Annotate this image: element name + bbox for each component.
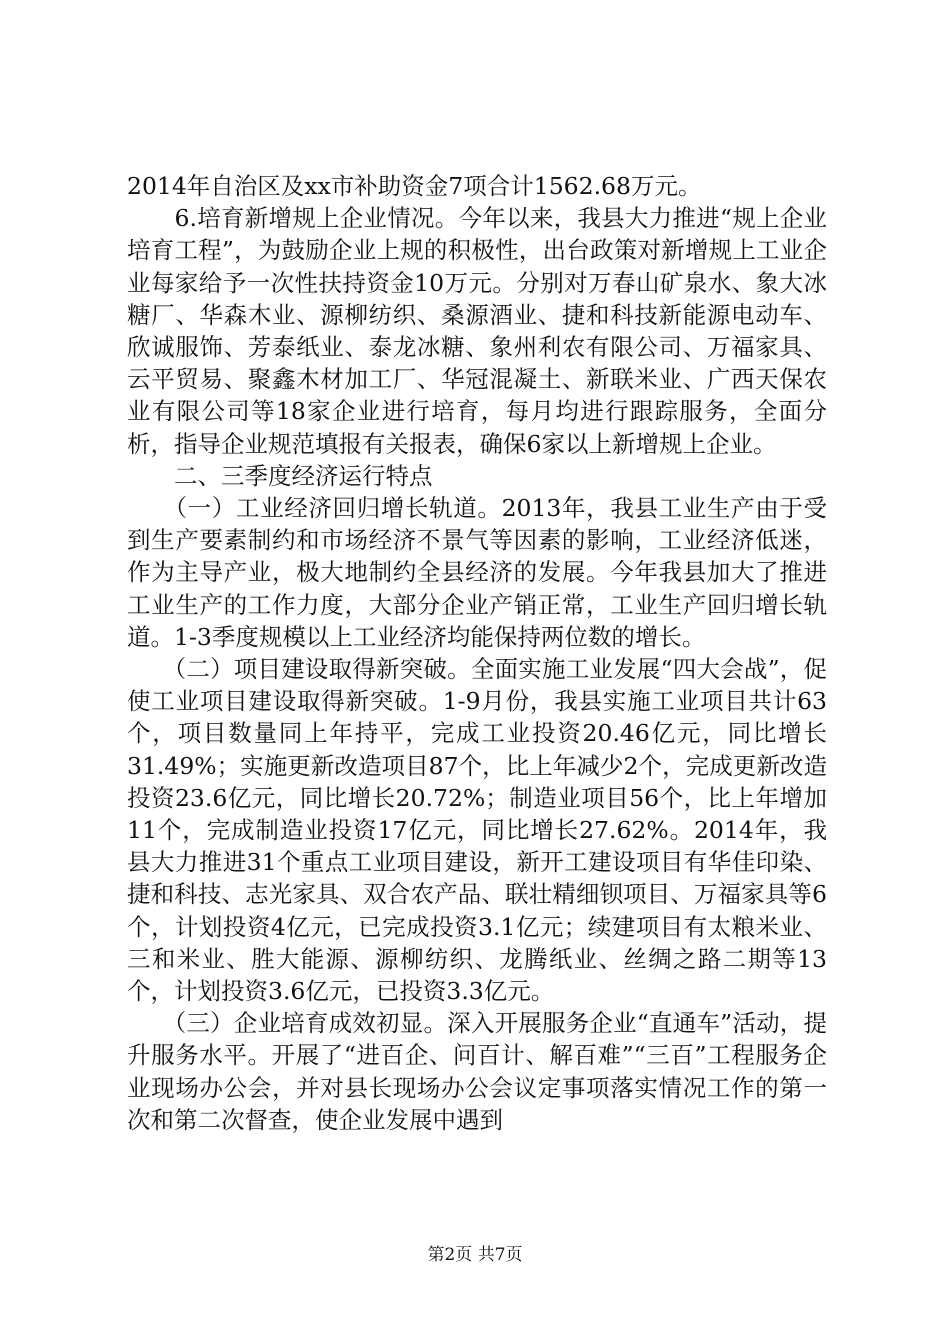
paragraph-project-construction: （二）项目建设取得新突破。全面实施工业发展“四大会战”，促使工业项目建设取得新突破。1-9月份，我县实施工业项目共计63个，项目数量同上年持平，完成工业投资20.46亿元，同比增长31.49%；实施更新改造项目87个，比上年减少2个，完成更新改造投资23.6亿元，同比增长20.72%；制造业项目56个，比上年增加11个，完成制造业投资17亿元，同比增长27.62%。2014年，我县大力推进31个重点工业项目建设，新开工建设项目有华佳印染、捷和科技、志光家具、双合农产品、联壮精细钡项目、万福家具等6个，计划投资4亿元，已完成投资3.1亿元；续建项目有太粮米业、三和米业、胜大能源、源柳纺织、龙腾纸业、丝绸之路二期等13个，计划投资3.6亿元，已投资3.3亿元。	[127, 655, 827, 1006]
paragraph-industrial-growth: （一）工业经济回归增长轨道。2013年，我县工业生产由于受到生产要素制约和市场经济不景气等因素的影响，工业经济低迷，作为主导产业，极大地制约全县经济的发展。今年我县加大了推进工业生产的工作力度，大部分企业产销正常，工业生产回归增长轨道。1-3季度规模以上工业经济均能保持两位数的增长。	[127, 494, 827, 651]
paragraph-new-enterprises: 6.培育新增规上企业情况。今年以来，我县大力推进“规上企业培育工程”，为鼓励企业上规的积极性，出台政策对新增规上工业企业每家给予一次性扶持资金10万元。分别对万春山矿泉水、象大冰糖厂、华森木业、源柳纺织、桑源酒业、捷和科技新能源电动车、欣诚服饰、芳泰纸业、泰龙冰糖、象州利农有限公司、万福家具、云平贸易、聚鑫木材加工厂、华冠混凝土、新联米业、广西天保农业有限公司等18家企业进行培育，每月均进行跟踪服务，全面分析，指导企业规范填报有关报表，确保6家以上新增规上企业。	[127, 204, 827, 458]
page-number: 第2页 共7页	[427, 1245, 523, 1265]
section-heading-q3-features: 二、三季度经济运行特点	[127, 461, 433, 490]
page-footer	[0, 1244, 950, 1266]
paragraph-subsidy-summary: 2014年自治区及xx市补助资金7项合计1562.68万元。	[127, 172, 702, 200]
body-text	[127, 170, 827, 1136]
paragraph-enterprise-cultivation: （三）企业培育成效初显。深入开展服务企业“直通车”活动，提升服务水平。开展了“进百企、问百计、解百难”“三百”工程服务企业现场办公会，并对县长现场办公会议定事项落实情况工作的第一次和第二次督查，使企业发展中遇到	[127, 1009, 827, 1134]
